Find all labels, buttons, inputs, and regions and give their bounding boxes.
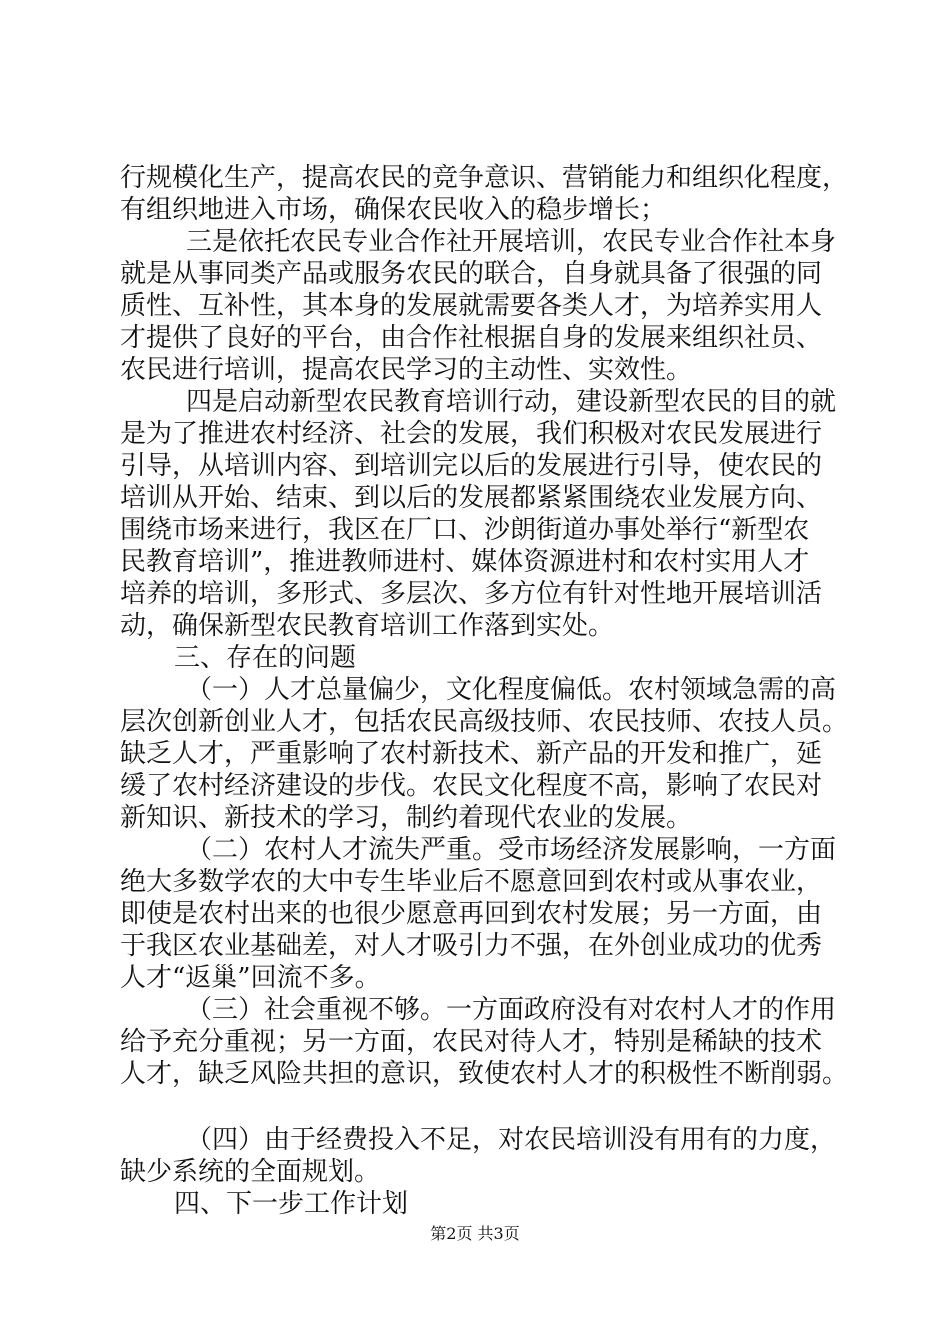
text-line: 绝大多数学农的大中专生毕业后不愿意回到农村或从事农业， [120,867,823,897]
text-line: 三是依托农民专业合作社开展培训，农民专业合作社本身 [186,227,837,257]
text-line: 缺乏人才，严重影响了农村新技术、新产品的开发和推广，延 [120,739,823,769]
text-line: 引导，从培训内容、到培训完以后的发展进行引导，使农民的 [120,451,823,481]
text-line: 质性、互补性，其本身的发展就需要各类人才，为培养实用人 [120,291,823,321]
section-heading: 四、下一步工作计划 [174,1189,409,1219]
text-line: 培养的培训，多形式、多层次、多方位有针对性地开展培训活 [120,579,823,609]
text-line: 培训从开始、结束、到以后的发展都紧紧围绕农业发展方向、 [120,483,823,513]
text-line: 有组织地进入市场，确保农民收入的稳步增长； [120,195,667,225]
text-line: 是为了推进农村经济、社会的发展，我们积极对农民发展进行 [120,419,823,449]
text-line: 民教育培训”，推进教师进村、媒体资源进村和农村实用人才 [120,547,810,577]
text-line: （三）社会重视不够。一方面政府没有对农村人才的作用 [186,995,837,1025]
page-footer: 第2页 共3页 [430,1224,520,1243]
text-line: 才提供了良好的平台，由合作社根据自身的发展来组织社员、 [120,323,823,353]
text-line: 行规模化生产，提高农民的竞争意识、营销能力和组织化程度， [120,163,849,193]
text-line: 就是从事同类产品或服务农民的联合，自身就具备了很强的同 [120,259,823,289]
text-line: 缺少系统的全面规划。 [120,1157,381,1187]
text-line: 即使是农村出来的也很少愿意再回到农村发展；另一方面，由 [120,899,823,929]
text-line: 农民进行培训，提高农民学习的主动性、实效性。 [120,355,693,385]
text-line: 缓了农村经济建设的步伐。农民文化程度不高，影响了农民对 [120,771,823,801]
text-line: 于我区农业基础差，对人才吸引力不强，在外创业成功的优秀 [120,931,823,961]
text-line: 围绕市场来进行，我区在厂口、沙朗街道办事处举行“新型农 [120,515,810,545]
text-line: 人才“返巢”回流不多。 [120,963,381,993]
text-line: 层次创新创业人才，包括农民高级技师、农民技师、农技人员。 [120,707,849,737]
text-line: 给予充分重视；另一方面，农民对待人才，特别是稀缺的技术 [120,1027,823,1057]
text-line: （二）农村人才流失严重。受市场经济发展影响，一方面 [186,835,837,865]
text-line: （四）由于经费投入不足，对农民培训没有用有的力度， [186,1125,837,1155]
text-line: （一）人才总量偏少，文化程度偏低。农村领域急需的高 [186,675,837,705]
text-line: 人才，缺乏风险共担的意识，致使农村人才的积极性不断削弱。 [120,1059,849,1089]
text-line: 动，确保新型农民教育培训工作落到实处。 [120,611,615,641]
section-heading: 三、存在的问题 [174,643,357,673]
text-line: 四是启动新型农民教育培训行动，建设新型农民的目的就 [186,387,837,417]
text-line: 新知识、新技术的学习，制约着现代农业的发展。 [120,803,693,833]
